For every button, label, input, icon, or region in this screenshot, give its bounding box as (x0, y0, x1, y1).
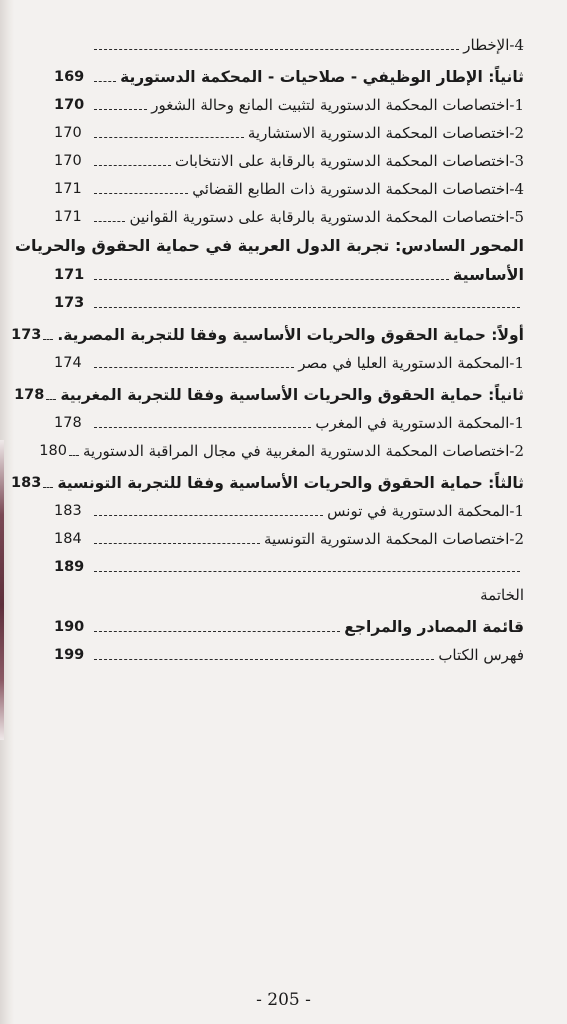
toc-section-heading (54, 608, 524, 638)
toc-entry (54, 118, 524, 144)
toc-entry (54, 30, 524, 56)
toc-entry (54, 90, 524, 116)
toc-page-number: 190 (54, 619, 85, 635)
toc-entry-label: الخاتمة (480, 586, 524, 604)
toc-entry-label: ثالثاً: حماية الحقوق والحريات الأساسية وفقا للتجربة التونسية (57, 474, 524, 492)
toc-page-number: 170 (54, 125, 82, 141)
dot-leader (94, 81, 116, 82)
dot-leader (94, 631, 340, 632)
toc-entry-label: قائمة المصادر والمراجع (344, 618, 524, 636)
toc-entry-label: 1-المحكمة الدستورية في المغرب (315, 414, 524, 432)
dot-leader (94, 571, 520, 572)
toc-page-number: 178 (54, 415, 82, 431)
toc-entry (54, 552, 524, 578)
dot-leader (94, 49, 459, 50)
toc-entry-label: ثانياً: الإطار الوظيفي - صلاحيات - المحكمة الدستورية (120, 68, 524, 86)
dot-leader (46, 399, 56, 400)
toc-entry (54, 408, 524, 434)
toc-entry-label: 1-اختصاصات المحكمة الدستورية لتثبيت المانع وحالة الشغور (151, 96, 524, 114)
toc-entry-label: 2-اختصاصات المحكمة الدستورية الاستشارية (247, 124, 524, 142)
toc-entry-label: 4-الإخطار (463, 36, 524, 54)
toc-page-number: 183 (11, 475, 42, 491)
toc-page-number: 183 (54, 503, 82, 519)
dot-leader (94, 543, 260, 544)
toc-entry (54, 580, 524, 606)
toc-page-number: 180 (39, 443, 67, 459)
toc-entry (54, 174, 524, 200)
dot-leader (94, 137, 244, 138)
toc-page-number: 171 (54, 267, 85, 283)
toc-entry (54, 288, 524, 314)
toc-entry (54, 640, 524, 666)
page-number: - 205 - (256, 990, 311, 1010)
toc-entry-label: 1-المحكمة الدستورية في تونس (327, 502, 524, 520)
chapter-title: المحور السادس: تجربة الدول العربية في حماية الحقوق والحريات (14, 236, 524, 255)
dot-leader (94, 307, 520, 308)
toc-page-number: 170 (54, 153, 82, 169)
toc-page-number: 173 (11, 327, 42, 343)
toc-entry-label: 1-المحكمة الدستورية العليا في مصر (298, 354, 524, 372)
dot-leader (94, 165, 171, 166)
dot-leader (69, 455, 79, 456)
toc-section-heading (54, 58, 524, 88)
toc-entry (54, 146, 524, 172)
dot-leader (94, 427, 311, 428)
toc-page-number: 199 (54, 647, 85, 663)
toc-entry (54, 202, 524, 228)
toc-entry-label: الأساسية (452, 265, 524, 284)
dot-leader (94, 367, 294, 368)
toc-entry-label: 2-اختصاصات المحكمة الدستورية التونسية (263, 530, 524, 548)
toc-section-heading (11, 464, 524, 494)
dot-leader (94, 515, 323, 516)
dot-leader (94, 221, 125, 222)
toc-page-number: 174 (54, 355, 82, 371)
toc-page-number: 169 (54, 69, 85, 85)
toc-entry-label: ثانياً: حماية الحقوق والحريات الأساسية وفقا للتجربة المغربية (60, 386, 524, 404)
binding-shadow (0, 440, 4, 740)
toc-entry (54, 524, 524, 550)
toc-page-number: 173 (54, 295, 85, 311)
toc-section-heading (14, 376, 524, 406)
dot-leader (94, 109, 147, 110)
toc-entry-label: 4-اختصاصات المحكمة الدستورية ذات الطابع القضائي (192, 180, 524, 198)
table-of-contents (11, 30, 524, 668)
toc-entry-label: فهرس الكتاب (438, 646, 524, 664)
dot-leader (94, 279, 449, 280)
toc-chapter-entry (54, 260, 524, 286)
toc-page-number: 178 (14, 387, 45, 403)
toc-entry (54, 496, 524, 522)
toc-entry (39, 436, 524, 462)
toc-section-heading (11, 316, 524, 346)
dot-leader (94, 659, 434, 660)
toc-entry-label: أولاً: حماية الحقوق والحريات الأساسية وفقا للتجربة المصرية. (57, 326, 524, 344)
toc-page-number: 184 (54, 531, 82, 547)
toc-entry (54, 348, 524, 374)
toc-page-number: 189 (54, 559, 85, 575)
toc-page-number: 171 (54, 209, 82, 225)
dot-leader (94, 193, 188, 194)
dot-leader (43, 339, 53, 340)
toc-entry-label: 5-اختصاصات المحكمة الدستورية بالرقابة على دستورية القوانين (129, 208, 524, 226)
toc-page-number: 171 (54, 181, 82, 197)
toc-entry-label: 3-اختصاصات المحكمة الدستورية بالرقابة على الانتخابات (175, 152, 524, 170)
toc-entry-label: 2-اختصاصات المحكمة الدستورية المغربية في مجال المراقبة الدستورية (82, 442, 524, 460)
toc-page-number: 170 (54, 97, 85, 113)
dot-leader (43, 487, 53, 488)
